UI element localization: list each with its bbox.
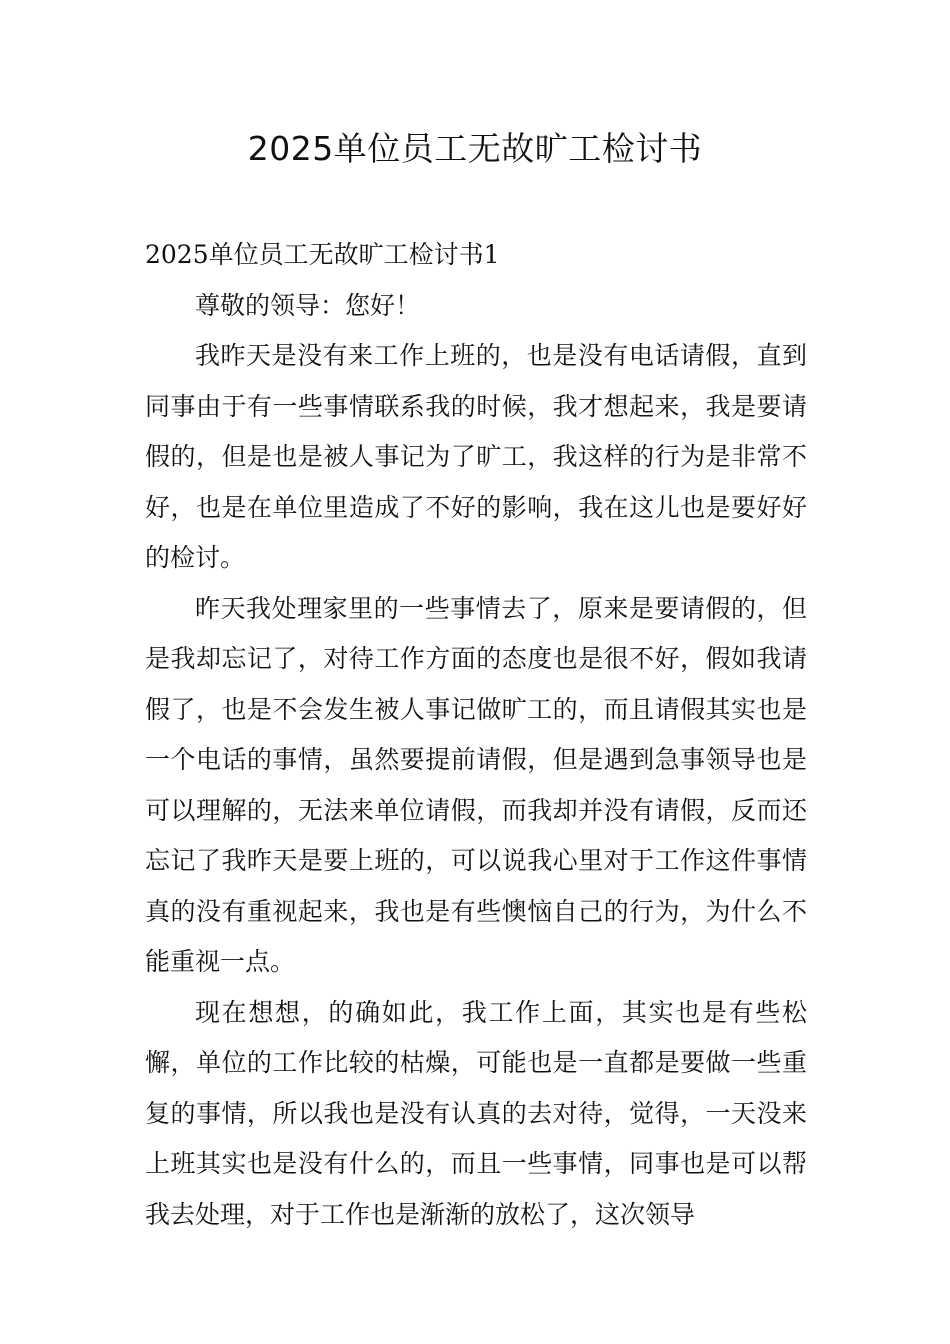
body-paragraph: 我昨天是没有来工作上班的，也是没有电话请假，直到同事由于有一些事情联系我的时候，我才想起来，我是要请假的，但是也是被人事记为了旷工，我这样的行为是非常不好，也是在单位里造成了不好的影响，我在这儿也是要好好的检讨。 [145,341,807,572]
body-paragraph: 昨天我处理家里的一些事情去了，原来是要请假的，但是我却忘记了，对待工作方面的态度也是很不好，假如我请假了，也是不会发生被人事记做旷工的，而且请假其实也是一个电话的事情，虽然要提前请假，但是遇到急事领导也是可以理解的，无法来单位请假，而我却并没有请假，反而还忘记了我昨天是要上班的，可以说我心里对于工作这件事情真的没有重视起来，我也是有些懊恼自己的行为，为什么不能重视一点。 [145,593,807,976]
document-title: 2025单位员工无故旷工检讨书 [247,129,703,168]
body-paragraph: 现在想想，的确如此，我工作上面，其实也是有些松懈，单位的工作比较的枯燥，可能也是一直都是要做一些重复的事情，所以我也是没有认真的去对待，觉得，一天没来上班其实也是没有什么的，而且一些事情，同事也是可以帮我去处理，对于工作也是渐渐的放松了，这次领导 [145,997,807,1229]
salutation: 尊敬的领导：您好！ [195,290,421,320]
section-heading: 2025单位员工无故旷工检讨书1 [145,240,500,269]
document-body [145,230,807,1240]
